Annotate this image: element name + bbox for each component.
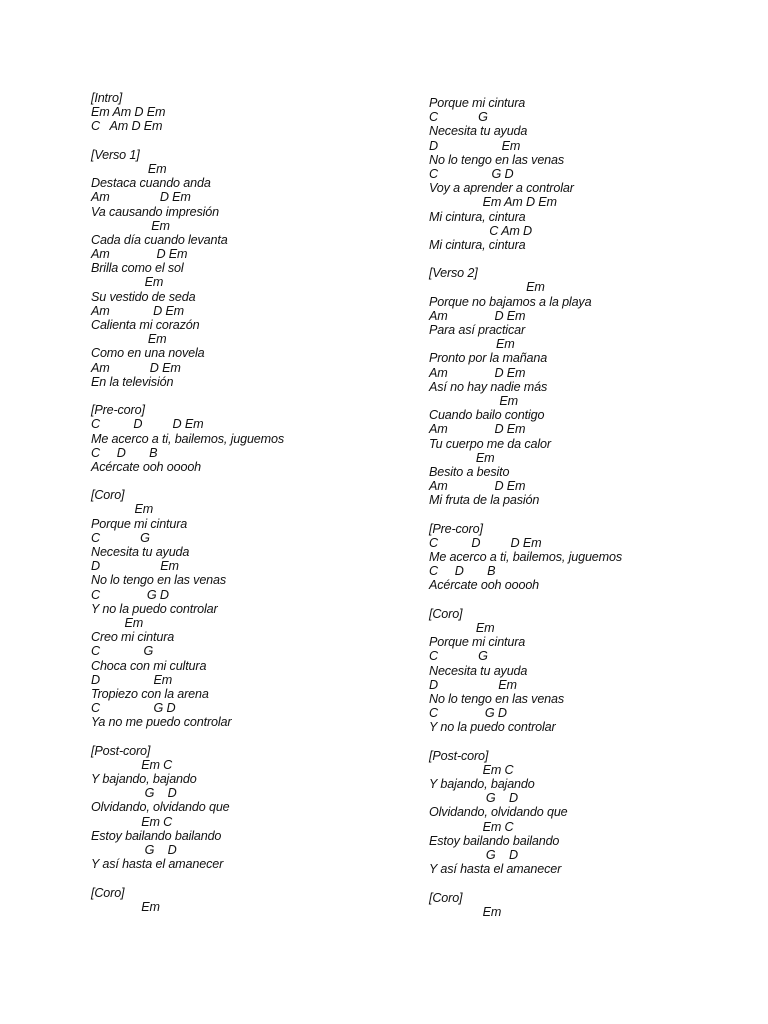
lyrics-column-left: [Intro] Em Am D Em C Am D Em [Verso 1] Em Destaca cuando anda Am D Em Va causando impresión Em Cada día cuando levanta Am D Em Brilla como el sol Em Su vestido de seda Am D Em Calienta mi corazón Em Como en una novela Am D Em En la televisión [Pre-coro] C D D Em Me acerco a ti, bailemos, juguemos C D B Acércate ooh ooooh [Coro] Em Porque mi cintura C G Necesita tu ayuda D Em No lo tengo en las venas C G D Y no la puedo controlar Em Creo mi cintura C G Choca con mi cultura D Em Tropiezo con la arena C G D Ya no me puedo controlar [Post-coro] Em C Y bajando, bajando G D Olvidando, olvidando que Em C Estoy bailando bailando G D Y así hasta el amanecer [Coro] Em — [91, 91, 284, 914]
lyrics-column-right: Porque mi cintura C G Necesita tu ayuda D Em No lo tengo en las venas C G D Voy a aprender a controlar Em Am D Em Mi cintura, cintura C Am D Mi cintura, cintura [Verso 2] Em Porque no bajamos a la playa Am D Em Para así practicar Em Pronto por la mañana Am D Em Así no hay nadie más Em Cuando bailo contigo Am D Em Tu cuerpo me da calor Em Besito a besito Am D Em Mi fruta de la pasión [Pre-coro] C D D Em Me acerco a ti, bailemos, juguemos C D B Acércate ooh ooooh [Coro] Em Porque mi cintura C G Necesita tu ayuda D Em No lo tengo en las venas C G D Y no la puedo controlar [Post-coro] Em C Y bajando, bajando G D Olvidando, olvidando que Em C Estoy bailando bailando G D Y así hasta el amanecer [Coro] Em — [429, 96, 622, 919]
